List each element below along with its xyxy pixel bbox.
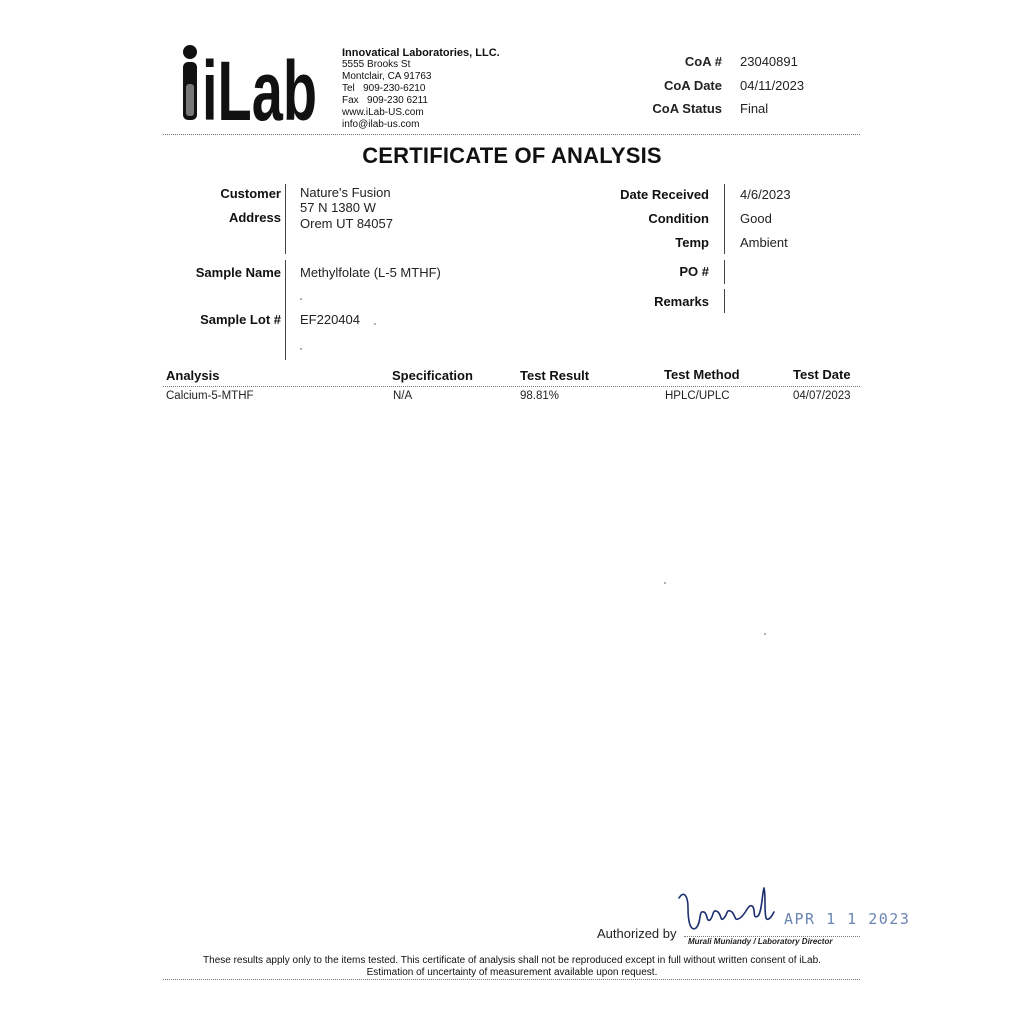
remarks-divider xyxy=(724,289,725,313)
po-divider xyxy=(724,260,725,284)
disclaimer xyxy=(0,955,1024,979)
lab-email: info@ilab-us.com xyxy=(342,119,420,130)
coa-number-label: CoA # xyxy=(684,54,722,69)
document-title: CERTIFICATE OF ANALYSIS xyxy=(362,143,662,168)
sample-name-label: Sample Name xyxy=(195,265,281,280)
signature-image xyxy=(676,886,776,938)
lab-web: www.iLab-US.com xyxy=(342,107,424,118)
lab-street: 5555 Brooks St xyxy=(342,59,411,70)
lab-tel: Tel 909-230-6210 xyxy=(342,83,426,94)
date-stamp: APR 1 1 2023 xyxy=(784,910,911,928)
authorized-by-label: Authorized by xyxy=(597,926,677,941)
table-header-divider xyxy=(163,386,860,387)
coa-date: 04/11/2023 xyxy=(740,77,805,93)
sample-name: Methylfolate (L-5 MTHF) xyxy=(300,265,441,280)
signer-name: Murali Muniandy / Laboratory Director xyxy=(688,937,833,946)
lab-fax: Fax 909-230 6211 xyxy=(342,95,428,106)
sample-lot-label: Sample Lot # xyxy=(200,312,281,327)
remarks-label: Remarks xyxy=(654,294,709,309)
customer-address-line1: 57 N 1380 W xyxy=(300,200,376,215)
cell-test-method: HPLC/UPLC xyxy=(665,390,730,402)
coa-values xyxy=(740,50,804,121)
logo-text: iLab xyxy=(202,44,317,124)
coa-status: Final xyxy=(740,101,769,116)
customer-label: Customer xyxy=(220,186,281,201)
lab-name: Innovatical Laboratories, LLC. xyxy=(342,47,500,59)
header-specification: Specification xyxy=(392,368,473,383)
scan-speck xyxy=(300,298,302,300)
disclaimer-line2: Estimation of uncertainty of measurement available upon request. xyxy=(366,967,658,978)
date-received: 4/6/2023 xyxy=(740,187,791,202)
disclaimer-line1: These results apply only to the items tested. This certificate of analysis shall not be reproduced except in full without written consent of iLab. xyxy=(203,955,821,966)
header-test-result: Test Result xyxy=(520,368,590,383)
table-row xyxy=(0,390,1024,406)
customer-name: Nature's Fusion xyxy=(300,185,391,200)
lab-contact-block xyxy=(342,47,500,131)
scan-speck xyxy=(300,348,302,350)
condition-label: Condition xyxy=(648,211,709,226)
coa-date-label: CoA Date xyxy=(663,77,722,93)
header-test-method: Test Method xyxy=(664,367,740,382)
header-test-date: Test Date xyxy=(793,367,851,382)
scan-speck xyxy=(374,323,376,325)
scan-speck xyxy=(764,633,766,635)
customer-address-line2: Orem UT 84057 xyxy=(300,216,393,231)
lab-city: Montclair, CA 91763 xyxy=(342,71,432,82)
po-label: PO # xyxy=(679,264,709,279)
coa-status-label: CoA Status xyxy=(652,101,722,116)
date-received-label: Date Received xyxy=(620,187,709,202)
coa-labels xyxy=(600,50,722,121)
address-label: Address xyxy=(228,210,281,225)
customer-divider xyxy=(285,184,286,254)
cell-test-date: 04/07/2023 xyxy=(793,390,851,402)
receipt-divider xyxy=(724,184,725,254)
scan-speck xyxy=(664,582,666,584)
coa-number: 23040891 xyxy=(740,54,798,69)
sample-lot: EF220404 xyxy=(300,312,360,327)
cell-specification: N/A xyxy=(393,390,413,402)
footer-divider xyxy=(163,979,860,980)
condition: Good xyxy=(740,211,772,226)
sample-divider xyxy=(285,260,286,360)
header-divider xyxy=(163,134,860,135)
cell-test-result: 98.81% xyxy=(520,390,560,402)
header-analysis: Analysis xyxy=(166,368,220,383)
ilab-logo xyxy=(180,44,320,124)
cell-analysis: Calcium-5-MTHF xyxy=(166,390,254,402)
temp: Ambient xyxy=(740,235,788,250)
temp-label: Temp xyxy=(675,235,709,250)
